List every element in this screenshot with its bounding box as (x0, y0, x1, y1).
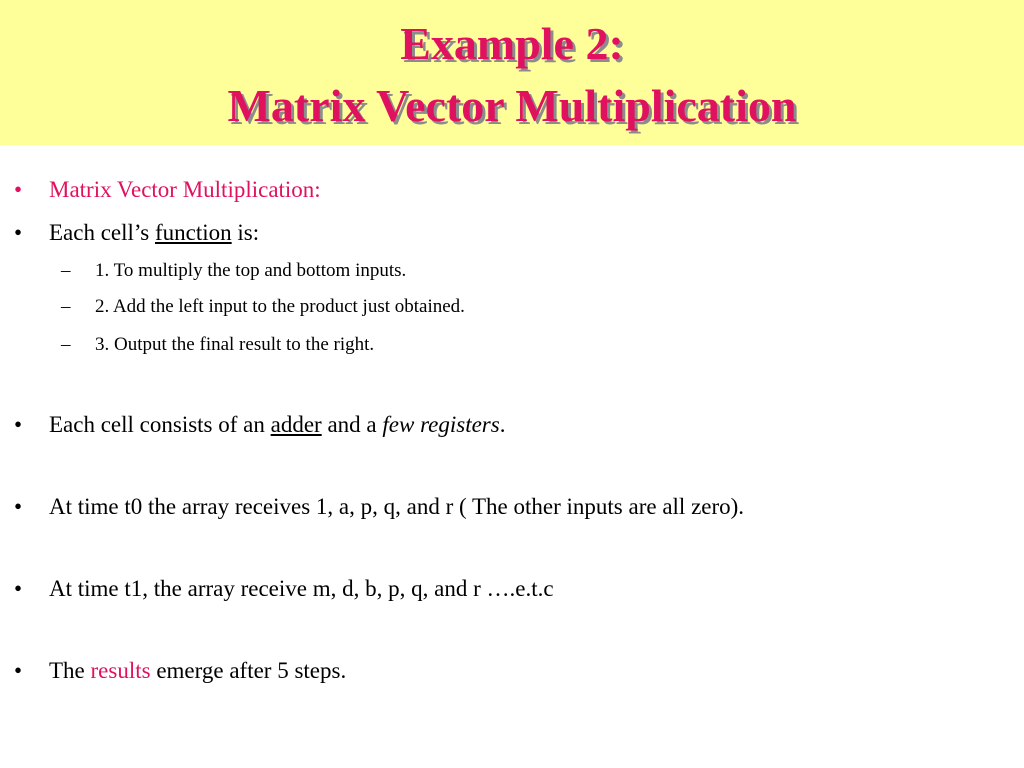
slide-title-line-2: Matrix Vector Multiplication (227, 80, 797, 131)
bullet-text-pre: The (49, 658, 91, 683)
sub-bullet-text: 3. Output the final result to the right. (95, 334, 375, 355)
bullet-text-pre: Each cell consists of an (49, 412, 271, 437)
bullet-text-post: is: (231, 220, 260, 245)
underlined-term-function: function (155, 220, 232, 245)
bullet-text-post: emerge after 5 steps. (150, 658, 347, 683)
bullet-text: Matrix Vector Multiplication: (49, 177, 321, 202)
bullet-marker: • (14, 220, 23, 245)
bullet-text (49, 219, 259, 247)
bullet-text-post: . (499, 412, 506, 437)
underlined-term-adder: adder (270, 412, 322, 437)
dash-marker: – (61, 260, 71, 281)
title-band (0, 0, 1024, 145)
slide-title-line-1: Example 2: (400, 18, 624, 69)
bullet-marker: • (14, 576, 23, 601)
bullet-marker: • (14, 177, 23, 202)
bullet-marker: • (14, 658, 23, 683)
bullet-text: At time t1, the array receive m, d, b, p, q, and r ….e.t.c (49, 576, 554, 601)
bullet-text-mid: and a (321, 412, 383, 437)
dash-marker: – (61, 296, 71, 317)
bullet-marker: • (14, 494, 23, 519)
sub-bullet-text: 2. Add the left input to the product just obtained. (95, 296, 465, 317)
bullet-text (49, 657, 346, 685)
bullet-marker: • (14, 412, 23, 437)
sub-bullet-text: 1. To multiply the top and bottom inputs. (95, 260, 407, 281)
bullet-text-pre: Each cell’s (49, 220, 156, 245)
bullet-text (49, 411, 505, 439)
dash-marker: – (61, 334, 71, 355)
bullet-text: At time t0 the array receives 1, a, p, q, and r ( The other inputs are all zero). (49, 494, 745, 519)
italic-term-few-registers: few registers (382, 412, 500, 437)
highlighted-term-results: results (90, 658, 151, 683)
